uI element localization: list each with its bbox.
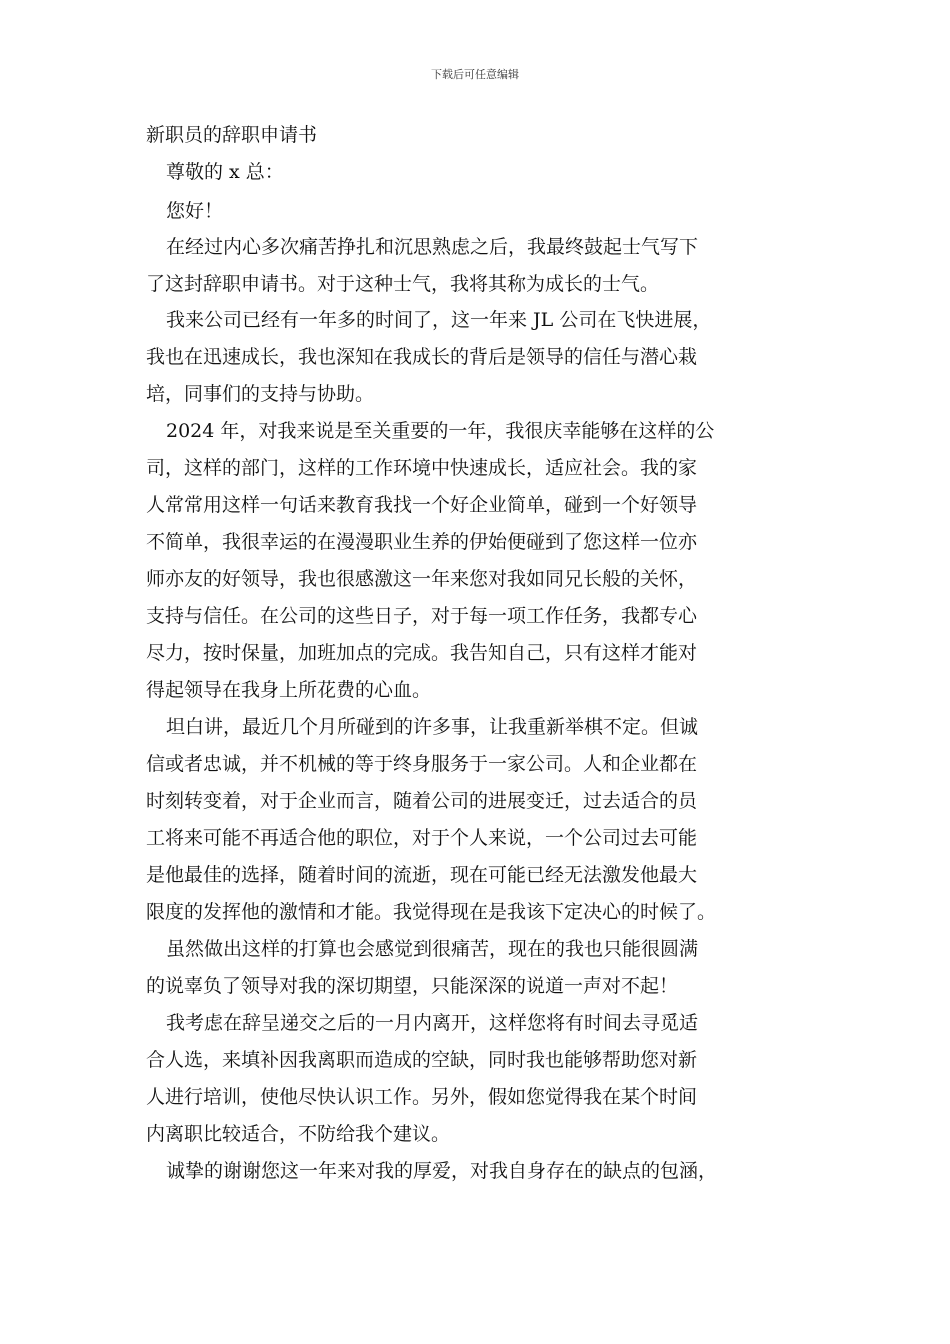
paragraph-line: 信或者忠诚，并不机械的等于终身服务于一家公司。人和企业都在 [146, 753, 698, 775]
greeting-line: 尊敬的 x 总： [166, 161, 284, 183]
document-title: 新职员的辞职申请书 [146, 124, 318, 146]
paragraph-line: 2024 年，对我来说是至关重要的一年，我很庆幸能够在这样的公 [166, 420, 715, 442]
paragraph-line: 师亦友的好领导，我也很感激这一年来您对我如同兄长般的关怀， [146, 568, 698, 590]
paragraph-line: 工将来可能不再适合他的职位，对于个人来说，一个公司过去可能 [146, 827, 698, 849]
paragraph-line: 限度的发挥他的激情和才能。我觉得现在是我该下定决心的时候了。 [146, 901, 717, 923]
paragraph-line: 虽然做出这样的打算也会感觉到很痛苦，现在的我也只能很圆满 [166, 938, 699, 960]
paragraph-line: 尽力，按时保量，加班加点的完成。我告知自己，只有这样才能对 [146, 642, 698, 664]
paragraph-line: 支持与信任。在公司的这些日子，对于每一项工作任务，我都专心 [146, 605, 698, 627]
paragraph-line: 我也在迅速成长，我也深知在我成长的背后是领导的信任与潜心栽 [146, 346, 698, 368]
paragraph-line: 人常常用这样一句话来教育我找一个好企业简单，碰到一个好领导 [146, 494, 698, 516]
paragraph-line: 了这封辞职申请书。对于这种士气，我将其称为成长的士气。 [146, 273, 660, 295]
paragraph-line: 的说辜负了领导对我的深切期望，只能深深的说道一声对不起！ [146, 975, 679, 997]
paragraph-line: 在经过内心多次痛苦挣扎和沉思熟虑之后，我最终鼓起士气写下 [166, 236, 699, 258]
paragraph-line: 得起领导在我身上所花费的心血。 [146, 679, 432, 701]
hello-line: 您好！ [166, 200, 224, 222]
paragraph-line: 坦白讲，最近几个月所碰到的许多事，让我重新举棋不定。但诚 [166, 716, 699, 738]
paragraph-line: 我来公司已经有一年多的时间了，这一年来 JL 公司在飞快进展， [166, 309, 712, 331]
paragraph-line: 不简单，我很幸运的在漫漫职业生养的伊始便碰到了您这样一位亦 [146, 531, 698, 553]
paragraph-line: 诚挚的谢谢您这一年来对我的厚爱，对我自身存在的缺点的包涵， [166, 1160, 718, 1182]
paragraph-line: 我考虑在辞呈递交之后的一月内离开，这样您将有时间去寻觅适 [166, 1012, 699, 1034]
paragraph-line: 时刻转变着，对于企业而言，随着公司的进展变迁，过去适合的员 [146, 790, 698, 812]
paragraph-line: 人进行培训，使他尽快认识工作。另外，假如您觉得我在某个时间 [146, 1086, 698, 1108]
paragraph-line: 培，同事们的支持与协助。 [146, 383, 375, 405]
header-note: 下载后可任意编辑 [431, 68, 519, 81]
paragraph-line: 合人选，来填补因我离职而造成的空缺，同时我也能够帮助您对新 [146, 1049, 698, 1071]
paragraph-line: 司，这样的部门，这样的工作环境中快速成长，适应社会。我的家 [146, 457, 698, 479]
paragraph-line: 内离职比较适合，不防给我个建议。 [146, 1123, 451, 1145]
paragraph-line: 是他最佳的选择，随着时间的流逝，现在可能已经无法激发他最大 [146, 864, 698, 886]
